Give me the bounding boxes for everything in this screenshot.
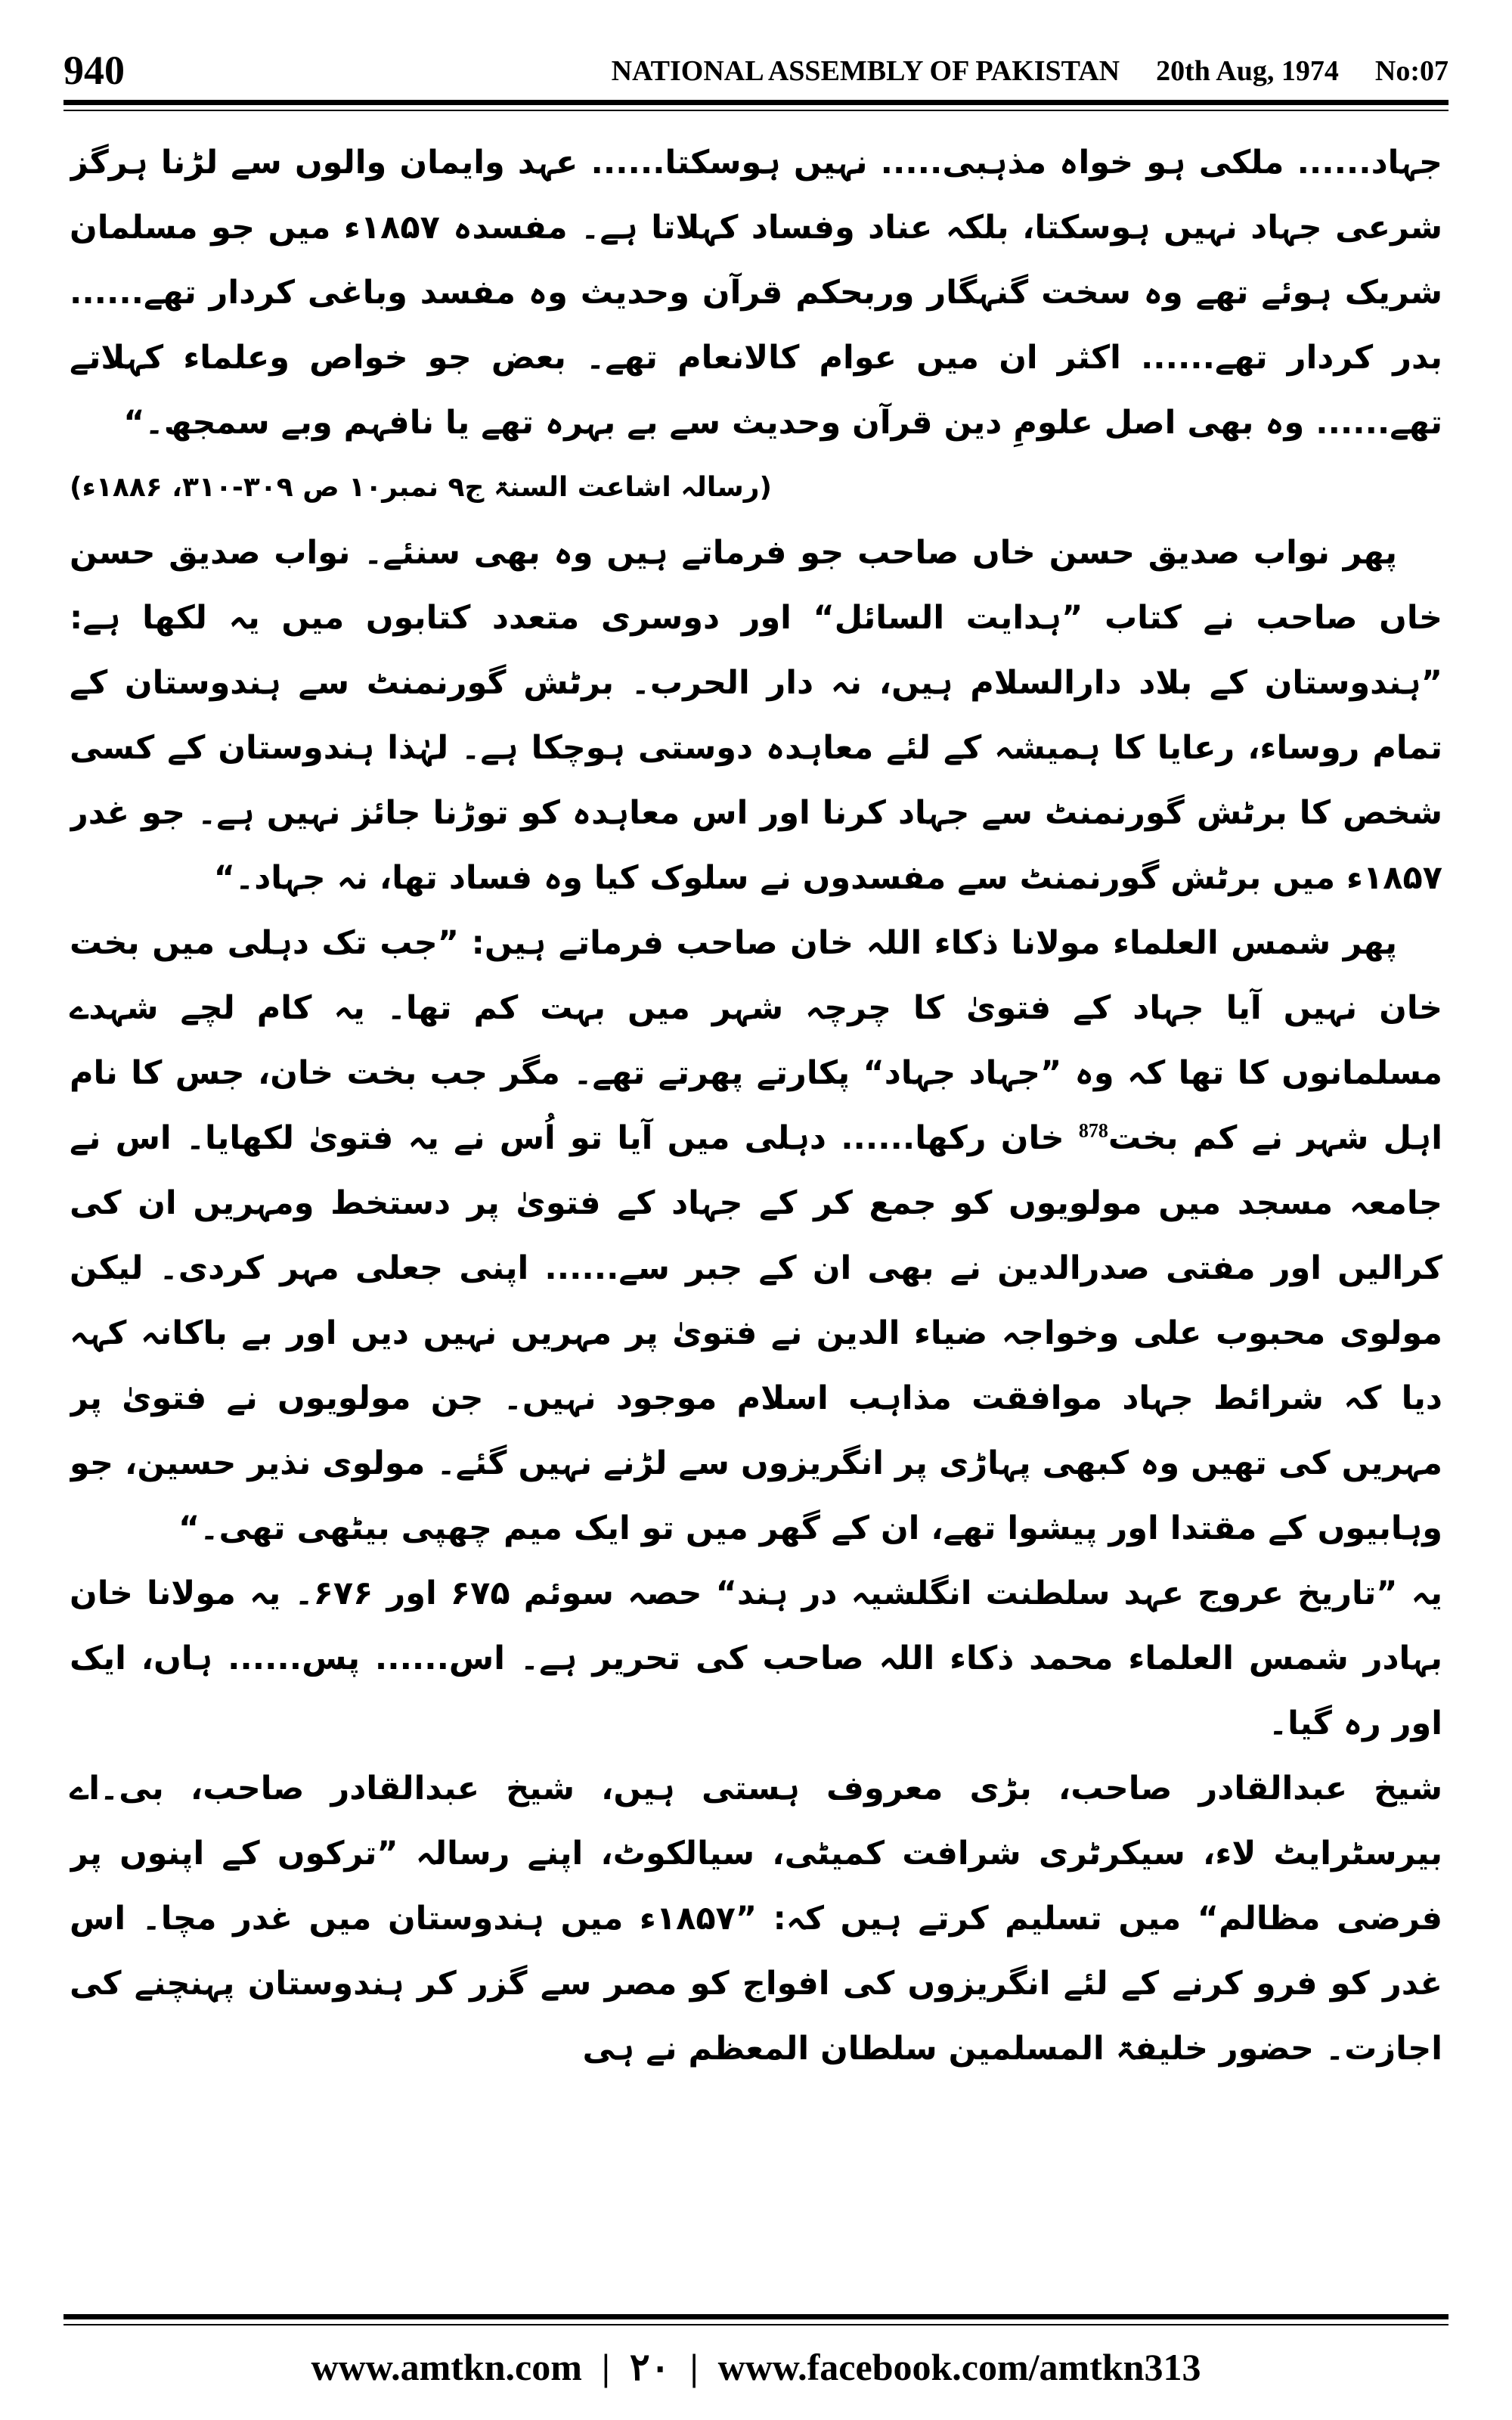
footer-rule-thick <box>64 2314 1448 2319</box>
header-rule-thick <box>64 100 1448 105</box>
header-rule-thin <box>64 110 1448 111</box>
paragraph-nawab-siddiq: پھر نواب صدیق حسن خاں صاحب جو فرماتے ہیں وہ بھی سنئے۔ نواب صدیق حسن خاں صاحب نے کتاب ”ہدایت السائل“ اور دوسری متعدد کتابوں میں یہ لکھا ہے: ”ہندوستان کے بلاد دارالسلام ہیں، نہ دار الحرب۔ برٹش گورنمنٹ سے ہندوستان کے تمام روساء، رعایا کا ہمیشہ کے لئے معاہدہ دوستی ہوچکا ہے۔ لہٰذا ہندوستان کے کسی شخص کا برٹش گورنمنٹ سے جہاد کرنا اور اس معاہدہ کو توڑنا جائز نہیں ہے۔ جو غدر ۱۸۵۷ء میں برٹش گورنمنٹ سے مفسدوں نے سلوک کیا وہ فساد تھا، نہ جہاد۔“ <box>70 534 1442 897</box>
publication-date: 20th Aug, 1974 <box>1156 55 1339 87</box>
header-info <box>612 54 1448 88</box>
paragraph-zakaullah <box>70 911 1442 1561</box>
paragraph-source-note: یہ ”تاریخ عروج عہد سلطنت انگلشیہ در ہند“ حصہ سوئم ۶۷۵ اور ۶۷۶۔ یہ مولانا خان بہادر شمس العلماء محمد ذکاء اللہ صاحب کی تحریر ہے۔ اس...... پس...... ہاں، ایک اور رہ گیا۔ <box>70 1575 1442 1742</box>
footer-separator: | <box>601 2346 610 2388</box>
citation-reference: (رسالہ اشاعت السنۃ ج۹ نمبر۱۰ ص ۳۰۹-۳۱۰، ۱۸۸۶ء) <box>70 472 772 503</box>
page-header <box>64 23 1448 91</box>
footer-separator: | <box>689 2346 699 2388</box>
paragraph-zakaullah-part-a: پھر شمس العلماء مولانا ذکاء اللہ خان صاحب فرماتے ہیں: ”جب تک دہلی میں بخت خان نہیں آیا جہاد کے فتویٰ کا چرچہ شہر میں بہت کم تھا۔ یہ کام لچے شہدے مسلمانوں کا تھا کہ وہ ”جہاد جہاد“ پکارتے پھرتے تھے۔ مگر جب بخت خان، جس کا نام اہل شہر نے کم بخت <box>70 924 1442 1157</box>
document-body <box>70 130 1442 2217</box>
footnote-marker: 878 <box>1078 1119 1108 1142</box>
footer-rule-thin <box>64 2324 1448 2325</box>
footer-facebook-link[interactable]: www.facebook.com/amtkn313 <box>717 2346 1201 2388</box>
footer-page-label: ۲۰ <box>629 2346 671 2388</box>
page-footer <box>64 2337 1448 2397</box>
issue-number: No:07 <box>1374 55 1448 87</box>
page-number: 940 <box>64 48 125 93</box>
footer-website-link[interactable]: www.amtkn.com <box>311 2346 582 2388</box>
publication-title: NATIONAL ASSEMBLY OF PAKISTAN <box>611 55 1120 87</box>
citation-line <box>70 455 1442 520</box>
paragraph-zakaullah-part-b: خان رکھا...... دہلی میں آیا تو اُس نے یہ فتویٰ لکھایا۔ اس نے جامعہ مسجد میں مولویوں کو جمع کر کے جہاد کے فتویٰ پر دستخط ومہریں ان کی کرالیں اور مفتی صدرالدین نے بھی ان کے جبر سے...... اپنی جعلی مہر کردی۔ لیکن مولوی محبوب علی وخواجہ ضیاء الدین نے فتویٰ پر مہریں نہیں دیں اور بے باکانہ کہہ دیا کہ شرائط جہاد موافقت مذاہب اسلام موجود نہیں۔ جن مولویوں نے فتویٰ پر مہریں کی تھیں وہ کبھی پہاڑی پر انگریزوں سے لڑنے نہیں گئے۔ مولوی نذیر حسین، جو وہابیوں کے مقتدا اور پیشوا تھے، ان کے گھر میں تو ایک میم چھپی بیٹھی تھی۔“ <box>70 1119 1442 1547</box>
paragraph-abdul-qadir: شیخ عبدالقادر صاحب، بڑی معروف ہستی ہیں، شیخ عبدالقادر صاحب، بی۔اے بیرسٹرایٹ لاء، سیکرٹری شرافت کمیٹی، سیالکوٹ، اپنے رسالہ ”ترکوں کے اپنوں پر فرضی مظالم“ میں تسلیم کرتے ہیں کہ: ”۱۸۵۷ء میں ہندوستان میں غدر مچا۔ اس غدر کو فرو کرنے کے لئے انگریزوں کی افواج کو مصر سے گزر کر ہندوستان پہنچنے کی اجازت۔ حضور خلیفۃ المسلمین سلطان المعظم نے ہی <box>70 1770 1442 2068</box>
paragraph-quote-1: جہاد...... ملکی ہو خواہ مذہبی..... نہیں ہوسکتا...... عہد وایمان والوں سے لڑنا ہرگز شرعی جہاد نہیں ہوسکتا، بلکہ عناد وفساد کہلاتا ہے۔ مفسدہ ۱۸۵۷ء میں جو مسلمان شریک ہوئے تھے وہ سخت گنہگار وربحکم قرآن وحدیث وہ مفسد وباغی کردار تھے...... بدر کردار تھے...... اکثر ان میں عوام کالانعام تھے۔ بعض جو خواص وعلماء کہلاتے تھے...... وہ بھی اصل علومِ دین قرآن وحدیث سے بے بہرہ تھے یا نافہم وبے سمجھ۔“ <box>70 144 1442 442</box>
